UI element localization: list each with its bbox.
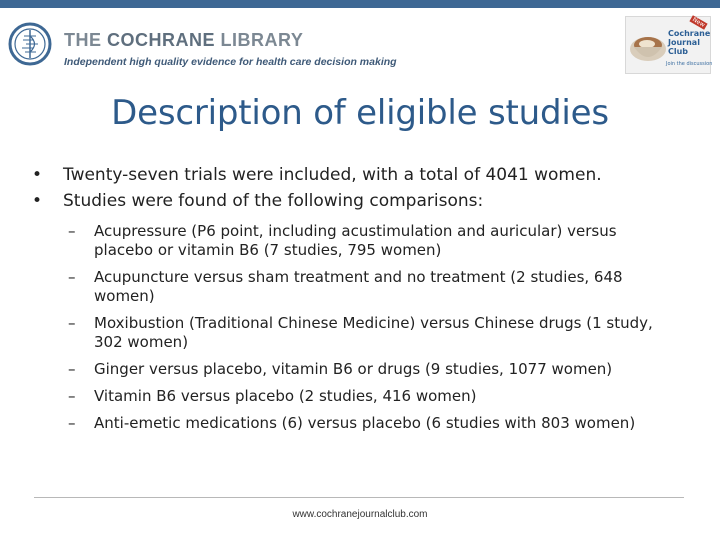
- comparison-item: – Acupressure (P6 point, including acustimulation and auricular) versus placebo or vitamin B6 (7 studies, 795 women): [68, 222, 617, 259]
- main-bullet-list: [30, 162, 690, 214]
- cochrane-journal-club-logo[interactable]: [625, 16, 711, 74]
- logo-tagline: Independent high quality evidence for health care decision making: [64, 56, 397, 68]
- bullet-glyph: •: [32, 165, 43, 185]
- comparison-item: – Moxibustion (Traditional Chinese Medicine) versus Chinese drugs (1 study, 302 women): [68, 314, 653, 351]
- bullet-item: • Studies were found of the following comparisons:: [30, 188, 690, 214]
- comparison-item: – Ginger versus placebo, vitamin B6 or drugs (9 studies, 1077 women): [68, 360, 613, 378]
- cochrane-logo-icon: [8, 22, 52, 66]
- new-badge: New: [691, 16, 706, 29]
- dash-glyph: –: [68, 268, 76, 286]
- logo-title: THE COCHRANE LIBRARY: [64, 30, 304, 50]
- coffee-cup-icon: [628, 23, 670, 69]
- cochrane-library-logo[interactable]: [8, 18, 428, 74]
- comparison-item: – Anti-emetic medications (6) versus placebo (6 studies with 803 women): [68, 414, 636, 432]
- club-title: Cochrane Journal Club: [668, 29, 711, 56]
- dash-glyph: –: [68, 387, 76, 405]
- dash-glyph: –: [68, 314, 76, 332]
- club-subtitle: Join the discussion: [666, 61, 713, 67]
- dash-glyph: –: [68, 360, 76, 378]
- dash-glyph: –: [68, 414, 76, 432]
- footer-url[interactable]: www.cochranejournalclub.com: [292, 509, 428, 520]
- bullet-item: • Twenty-seven trials were included, with a total of 4041 women.: [30, 162, 690, 188]
- comparison-item: – Vitamin B6 versus placebo (2 studies, 416 women): [68, 387, 477, 405]
- footer-divider: [34, 497, 684, 498]
- slide-title: Description of eligible studies: [111, 93, 609, 133]
- comparison-item: – Acupuncture versus sham treatment and no treatment (2 studies, 648 women): [68, 268, 623, 305]
- top-accent-bar: [0, 0, 720, 8]
- bullet-glyph: •: [32, 191, 43, 211]
- dash-glyph: –: [68, 222, 76, 240]
- comparison-list: [68, 222, 678, 441]
